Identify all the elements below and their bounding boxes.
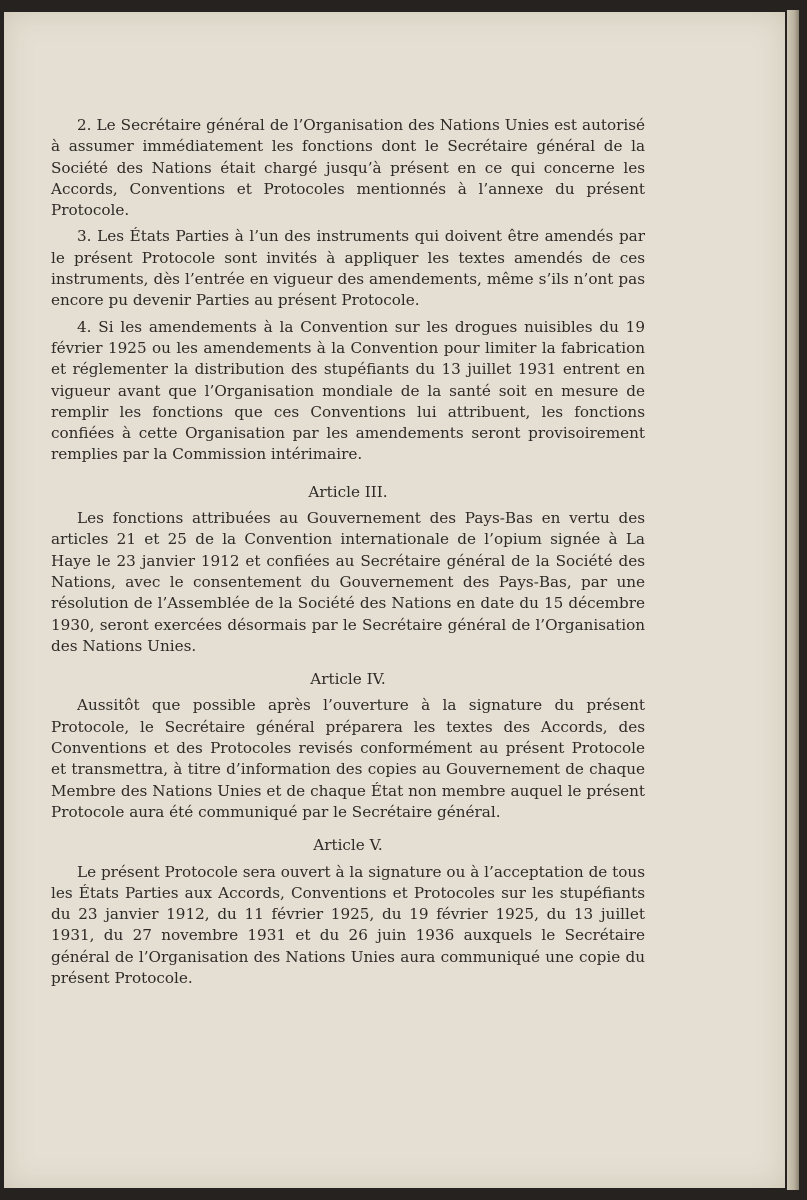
article-iv-heading: Article IV.	[310, 670, 386, 689]
paragraph-4: 4. Si les amendements à la Convention sur les drogues nuisibles du 19 février 1925 ou les amendements à la Convention pour limiter la fabrication et réglementer la distribution des stupéfiants du 13 juillet 1931 entrent en vigueur avant que l’Organisation mondiale de la santé soit en mesure de remplir les fonctions que ces Conventions lui attribuent, les fonctions confiées à cette Organisation par les amendements seront provisoirement remplies par la Commission intérimaire.	[51, 317, 645, 464]
page-body	[51, 115, 645, 989]
article-iii-heading: Article III.	[308, 482, 388, 501]
page-edge-shadow	[787, 10, 799, 1190]
article-v-text: Le présent Protocole sera ouvert à la signature ou à l’acceptation de tous les États Parties aux Accords, Conventions et Protocoles sur les stupéfiants du 23 janvier 1912, du 11 février 1925, du 19 février 1925, du 13 juillet 1931, du 27 novembre 1931 et du 26 juin 1936 auxquels le Secrétaire général de l’Organisation des Nations Unies aura communiqué une copie du présent Protocole.	[51, 862, 645, 987]
paragraph-2: 2. Le Secrétaire général de l’Organisation des Nations Unies est autorisé à assumer immédiatement les fonctions dont le Secrétaire général de la Société des Nations était chargé jusqu’à présent en ce qui concerne les Accords, Conventions et Protocoles mentionnés à l’annexe du présent Protocole.	[51, 116, 645, 220]
article-iv-text: Aussitôt que possible après l’ouverture à la signature du présent Protocole, le Secrétaire général préparera les textes des Accords, des Conventions et des Protocoles revisés conformément au présent Protocole et transmettra, à titre d’information des copies au Gouvernement de chaque Membre des Nations Unies et de chaque État non membre auquel le présent Protocole aura été communiqué par le Secrétaire général.	[51, 696, 645, 821]
article-v-heading: Article V.	[313, 836, 383, 855]
document-page	[4, 12, 785, 1188]
paragraph-3: 3. Les États Parties à l’un des instruments qui doivent être amendés par le présent Protocole sont invités à appliquer les textes amendés de ces instruments, dès l’entrée en vigueur des amendements, même s’ils n’ont pas encore pu devenir Parties au présent Protocole.	[51, 227, 645, 310]
article-iii-text: Les fonctions attribuées au Gouvernement des Pays-Bas en vertu des articles 21 et 25 de la Convention internationale de l’opium signée à La Haye le 23 janvier 1912 et confiées au Secrétaire général de la Société des Nations, avec le consentement du Gouvernement des Pays-Bas, par une résolution de l’Assemblée de la Société des Nations en date du 15 décembre 1930, seront exercées désormais par le Secrétaire général de l’Organisation des Nations Unies.	[51, 509, 645, 655]
